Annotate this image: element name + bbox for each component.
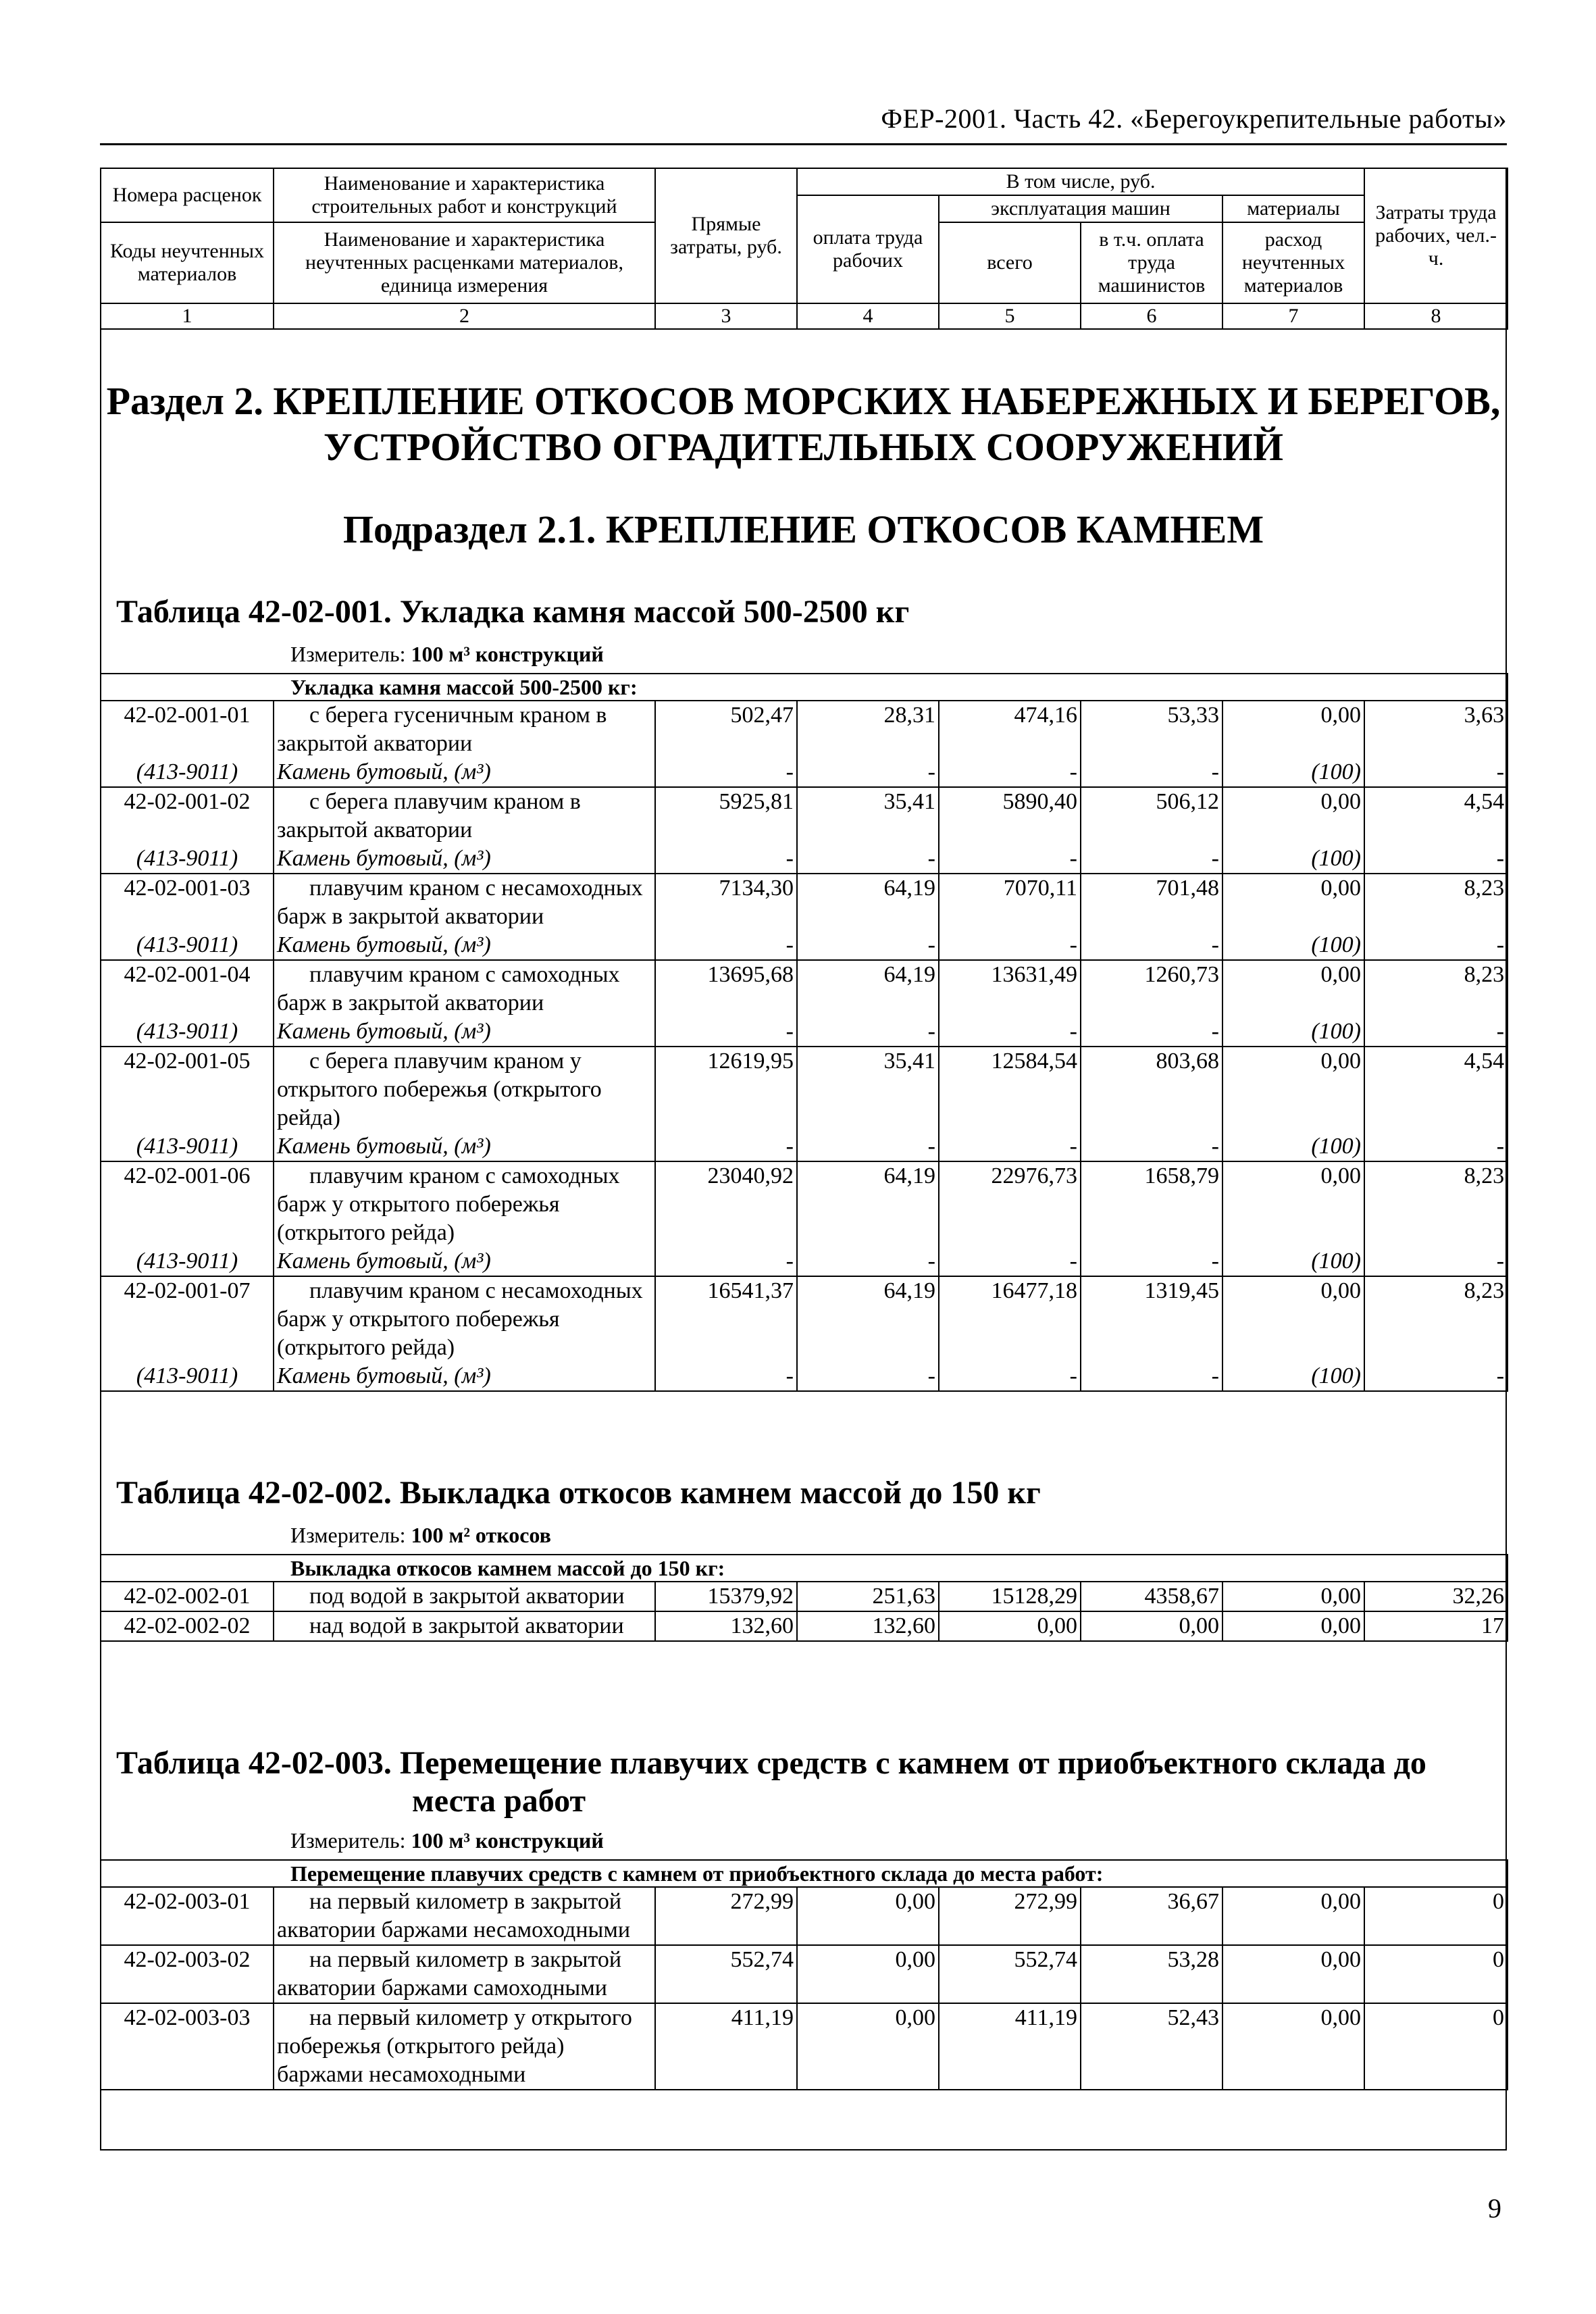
rate-code: 42-02-001-02 [101, 787, 274, 845]
rates-table [100, 1859, 1508, 2090]
subsection-title: Подраздел 2.1. КРЕПЛЕНИЕ ОТКОСОВ КАМНЕМ [342, 507, 1264, 551]
value-c4: 28,31 [797, 701, 939, 758]
table-row [101, 1945, 1508, 2003]
material-row [101, 758, 1508, 787]
material-row [101, 1017, 1508, 1047]
material-dash: - [1364, 1017, 1508, 1047]
table-title: Таблица 42-02-001. Укладка камня массой 500-2500 кг [116, 594, 910, 630]
material-dash: - [655, 1247, 797, 1276]
value-c6: 53,33 [1081, 701, 1222, 758]
work-name [274, 960, 655, 1017]
value-c3: 132,60 [655, 1611, 797, 1641]
value-c7: 0,00 [1222, 1582, 1364, 1611]
col-number: 1 [101, 303, 274, 329]
col6-header: в т.ч. оплата труда машинистов [1081, 222, 1222, 303]
material-dash: - [1364, 758, 1508, 787]
work-name-text: на первый километр в закрытой акватории баржами несамоходными [277, 1889, 631, 1942]
value-c6: 4358,67 [1081, 1582, 1222, 1611]
col3-header: Прямые затраты, руб. [655, 168, 797, 303]
incl-header: В том числе, руб. [797, 168, 1364, 195]
material-dash: - [939, 758, 1081, 787]
material-code: (413-9011) [101, 1362, 274, 1391]
value-c5: 12584,54 [939, 1047, 1081, 1132]
rate-code: 42-02-001-01 [101, 701, 274, 758]
group-label: Укладка камня массой 500-2500 кг: [101, 674, 1508, 701]
table-row [101, 1161, 1508, 1247]
work-name-text: с берега плавучим краном у открытого побережья (открытого рейда) [277, 1049, 602, 1130]
material-quantity: (100) [1222, 1132, 1364, 1161]
table-row [101, 1887, 1508, 1945]
col7-header: расход неучтенных материалов [1222, 222, 1364, 303]
material-dash: - [655, 1362, 797, 1391]
value-c7: 0,00 [1222, 2003, 1364, 2090]
value-c4: 64,19 [797, 960, 939, 1017]
material-quantity: (100) [1222, 758, 1364, 787]
value-c7: 0,00 [1222, 1887, 1364, 1945]
material-dash: - [1081, 1247, 1222, 1276]
value-c3: 23040,92 [655, 1161, 797, 1247]
value-c5: 411,19 [939, 2003, 1081, 2090]
table-row [101, 2003, 1508, 2090]
value-c6: 36,67 [1081, 1887, 1222, 1945]
rate-code: 42-02-003-01 [101, 1887, 274, 1945]
value-c3: 16541,37 [655, 1276, 797, 1362]
material-dash: - [797, 1247, 939, 1276]
value-c8: 3,63 [1364, 701, 1508, 758]
meter-value: 100 м² откосов [411, 1523, 551, 1547]
meter-value: 100 м³ конструкций [411, 642, 604, 666]
value-c4: 35,41 [797, 1047, 939, 1132]
value-c8: 8,23 [1364, 960, 1508, 1017]
work-name-text: на первый километр в закрытой акватории баржами самоходными [277, 1947, 622, 2001]
page-number: 9 [1488, 2193, 1501, 2223]
col-number: 4 [797, 303, 939, 329]
value-c6: 0,00 [1081, 1611, 1222, 1641]
value-c8: 4,54 [1364, 1047, 1508, 1132]
material-dash: - [655, 845, 797, 874]
column-header [100, 168, 1508, 330]
value-c3: 15379,92 [655, 1582, 797, 1611]
material-dash: - [1081, 1132, 1222, 1161]
material-dash: - [655, 1132, 797, 1161]
material-code: (413-9011) [101, 845, 274, 874]
material-dash: - [655, 1017, 797, 1047]
material-name: Камень бутовый, (м³) [274, 1132, 655, 1161]
value-c8: 0 [1364, 1887, 1508, 1945]
value-c3: 12619,95 [655, 1047, 797, 1132]
group-label: Выкладка откосов камнем массой до 150 кг: [101, 1555, 1508, 1582]
group-row [101, 1555, 1508, 1582]
value-c8: 17 [1364, 1611, 1508, 1641]
value-c7: 0,00 [1222, 1611, 1364, 1641]
table-title: Таблица 42-02-003. Перемещение плавучих средств с камнем от приобъектного склада до [116, 1745, 1426, 1781]
page-header: ФЕР-2001. Часть 42. «Берегоукрепительные работы» [881, 103, 1507, 134]
material-dash: - [939, 845, 1081, 874]
material-dash: - [797, 1362, 939, 1391]
table-row [101, 701, 1508, 758]
col1-top-header: Номера расценок [101, 168, 274, 222]
value-c6: 1658,79 [1081, 1161, 1222, 1247]
value-c5: 16477,18 [939, 1276, 1081, 1362]
table-row [101, 1047, 1508, 1132]
value-c6: 52,43 [1081, 2003, 1222, 2090]
material-dash: - [1081, 758, 1222, 787]
material-code: (413-9011) [101, 1247, 274, 1276]
meter [290, 1828, 604, 1853]
material-quantity: (100) [1222, 931, 1364, 960]
work-name-text: плавучим краном с самоходных барж у открытого побережья (открытого рейда) [277, 1163, 620, 1245]
work-name-text: с берега гусеничным краном в закрытой акватории [277, 703, 607, 756]
value-c3: 7134,30 [655, 874, 797, 931]
value-c5: 552,74 [939, 1945, 1081, 2003]
value-c5: 22976,73 [939, 1161, 1081, 1247]
rate-code: 42-02-001-06 [101, 1161, 274, 1247]
rate-code: 42-02-001-07 [101, 1276, 274, 1362]
material-dash: - [939, 1362, 1081, 1391]
work-name-text: на первый километр у открытого побережья (открытого рейда) баржами несамоходными [277, 2005, 632, 2087]
value-c3: 5925,81 [655, 787, 797, 845]
material-dash: - [1081, 845, 1222, 874]
col2-bottom-header: Наименование и характеристика неучтенных расценками материалов, единица измерения [274, 222, 655, 303]
material-dash: - [655, 758, 797, 787]
value-c5: 13631,49 [939, 960, 1081, 1017]
value-c8: 0 [1364, 1945, 1508, 2003]
value-c8: 32,26 [1364, 1582, 1508, 1611]
rate-code: 42-02-002-02 [101, 1611, 274, 1641]
material-name: Камень бутовый, (м³) [274, 1247, 655, 1276]
value-c7: 0,00 [1222, 1276, 1364, 1362]
value-c4: 0,00 [797, 1887, 939, 1945]
table-row [101, 960, 1508, 1017]
material-row [101, 1132, 1508, 1161]
group-row [101, 1860, 1508, 1887]
table-title-cont: места работ [412, 1783, 586, 1819]
material-quantity: (100) [1222, 1362, 1364, 1391]
material-dash: - [1081, 931, 1222, 960]
rate-code: 42-02-002-01 [101, 1582, 274, 1611]
work-name [274, 1945, 655, 2003]
value-c6: 803,68 [1081, 1047, 1222, 1132]
value-c3: 272,99 [655, 1887, 797, 1945]
material-code: (413-9011) [101, 1017, 274, 1047]
table-row [101, 1276, 1508, 1362]
col8-header: Затраты труда рабочих, чел.-ч. [1364, 168, 1508, 303]
table-row [101, 1611, 1508, 1641]
material-dash: - [1364, 845, 1508, 874]
col-number: 7 [1222, 303, 1364, 329]
value-c6: 506,12 [1081, 787, 1222, 845]
value-c5: 0,00 [939, 1611, 1081, 1641]
col-number: 3 [655, 303, 797, 329]
material-dash: - [1364, 1362, 1508, 1391]
table-row [101, 1582, 1508, 1611]
material-dash: - [939, 1247, 1081, 1276]
material-row [101, 931, 1508, 960]
value-c4: 64,19 [797, 874, 939, 931]
value-c8: 8,23 [1364, 1276, 1508, 1362]
value-c6: 1260,73 [1081, 960, 1222, 1017]
work-name-text: плавучим краном с несамоходных барж в закрытой акватории [277, 876, 643, 929]
work-name-text: над водой в закрытой акватории [309, 1613, 624, 1638]
value-c3: 13695,68 [655, 960, 797, 1017]
value-c6: 1319,45 [1081, 1276, 1222, 1362]
rate-code: 42-02-001-04 [101, 960, 274, 1017]
value-c4: 132,60 [797, 1611, 939, 1641]
work-name [274, 2003, 655, 2090]
value-c5: 5890,40 [939, 787, 1081, 845]
meter-label: Измеритель: [290, 642, 406, 666]
work-name [274, 1047, 655, 1132]
material-dash: - [939, 931, 1081, 960]
table-row [101, 787, 1508, 845]
material-dash: - [797, 758, 939, 787]
material-dash: - [939, 1132, 1081, 1161]
material-dash: - [655, 931, 797, 960]
material-dash: - [1081, 1362, 1222, 1391]
machines-header: эксплуатация машин [939, 195, 1222, 222]
value-c5: 474,16 [939, 701, 1081, 758]
material-dash: - [1364, 1132, 1508, 1161]
material-name: Камень бутовый, (м³) [274, 758, 655, 787]
material-quantity: (100) [1222, 845, 1364, 874]
work-name-text: плавучим краном с несамоходных барж у открытого побережья (открытого рейда) [277, 1278, 643, 1360]
col-number: 6 [1081, 303, 1222, 329]
value-c4: 0,00 [797, 2003, 939, 2090]
material-name: Камень бутовый, (м³) [274, 845, 655, 874]
meter [290, 1523, 551, 1548]
material-code: (413-9011) [101, 1132, 274, 1161]
material-name: Камень бутовый, (м³) [274, 931, 655, 960]
material-name: Камень бутовый, (м³) [274, 1017, 655, 1047]
meter-label: Измеритель: [290, 1523, 406, 1547]
value-c3: 411,19 [655, 2003, 797, 2090]
material-code: (413-9011) [101, 758, 274, 787]
value-c5: 7070,11 [939, 874, 1081, 931]
value-c3: 502,47 [655, 701, 797, 758]
group-label: Перемещение плавучих средств с камнем от приобъектного склада до места работ: [101, 1860, 1508, 1887]
value-c5: 272,99 [939, 1887, 1081, 1945]
work-name [274, 1161, 655, 1247]
value-c7: 0,00 [1222, 1161, 1364, 1247]
material-row [101, 1247, 1508, 1276]
section-title: Раздел 2. КРЕПЛЕНИЕ ОТКОСОВ МОРСКИХ НАБЕРЕЖНЫХ И БЕРЕГОВ, УСТРОЙСТВО ОГРАДИТЕЛЬНЫХ СООРУЖЕНИЙ [106, 379, 1501, 469]
work-name [274, 1276, 655, 1362]
meter [290, 642, 604, 667]
table-row [101, 874, 1508, 931]
material-dash: - [939, 1017, 1081, 1047]
material-dash: - [797, 931, 939, 960]
group-row [101, 674, 1508, 701]
value-c6: 53,28 [1081, 1945, 1222, 2003]
value-c7: 0,00 [1222, 1945, 1364, 2003]
value-c4: 64,19 [797, 1161, 939, 1247]
col-number: 8 [1364, 303, 1508, 329]
value-c7: 0,00 [1222, 787, 1364, 845]
value-c4: 251,63 [797, 1582, 939, 1611]
work-name [274, 874, 655, 931]
value-c4: 64,19 [797, 1276, 939, 1362]
rate-code: 42-02-001-03 [101, 874, 274, 931]
col4-header: оплата труда рабочих [797, 195, 939, 303]
rate-code: 42-02-001-05 [101, 1047, 274, 1132]
work-name [274, 1611, 655, 1641]
col-number: 2 [274, 303, 655, 329]
work-name-text: плавучим краном с самоходных барж в закрытой акватории [277, 962, 620, 1015]
material-row [101, 845, 1508, 874]
value-c7: 0,00 [1222, 701, 1364, 758]
header-rule [100, 143, 1507, 145]
work-name [274, 1582, 655, 1611]
material-dash: - [1364, 1247, 1508, 1276]
material-dash: - [797, 1017, 939, 1047]
col1-bottom-header: Коды неучтенных материалов [101, 222, 274, 303]
value-c4: 0,00 [797, 1945, 939, 2003]
rate-code: 42-02-003-03 [101, 2003, 274, 2090]
work-name [274, 787, 655, 845]
value-c8: 8,23 [1364, 1161, 1508, 1247]
value-c8: 0 [1364, 2003, 1508, 2090]
col2-top-header: Наименование и характеристика строительных работ и конструкций [274, 168, 655, 222]
material-dash: - [797, 1132, 939, 1161]
table-title: Таблица 42-02-002. Выкладка откосов камнем массой до 150 кг [116, 1475, 1041, 1511]
material-row [101, 1362, 1508, 1391]
work-name [274, 701, 655, 758]
value-c5: 15128,29 [939, 1582, 1081, 1611]
col5-header: всего [939, 222, 1081, 303]
col-number: 5 [939, 303, 1081, 329]
value-c8: 4,54 [1364, 787, 1508, 845]
value-c7: 0,00 [1222, 960, 1364, 1017]
value-c8: 8,23 [1364, 874, 1508, 931]
value-c7: 0,00 [1222, 874, 1364, 931]
material-dash: - [1364, 931, 1508, 960]
value-c7: 0,00 [1222, 1047, 1364, 1132]
work-name-text: под водой в закрытой акватории [309, 1584, 625, 1609]
material-quantity: (100) [1222, 1247, 1364, 1276]
rate-code: 42-02-003-02 [101, 1945, 274, 2003]
rates-table [100, 673, 1508, 1392]
meter-value: 100 м³ конструкций [411, 1828, 604, 1853]
value-c4: 35,41 [797, 787, 939, 845]
material-quantity: (100) [1222, 1017, 1364, 1047]
work-name [274, 1887, 655, 1945]
material-dash: - [1081, 1017, 1222, 1047]
rates-table [100, 1554, 1508, 1642]
meter-label: Измеритель: [290, 1828, 406, 1853]
material-code: (413-9011) [101, 931, 274, 960]
value-c6: 701,48 [1081, 874, 1222, 931]
work-name-text: с берега плавучим краном в закрытой акватории [277, 789, 581, 842]
materials-header: материалы [1222, 195, 1364, 222]
value-c3: 552,74 [655, 1945, 797, 2003]
material-dash: - [797, 845, 939, 874]
material-name: Камень бутовый, (м³) [274, 1362, 655, 1391]
